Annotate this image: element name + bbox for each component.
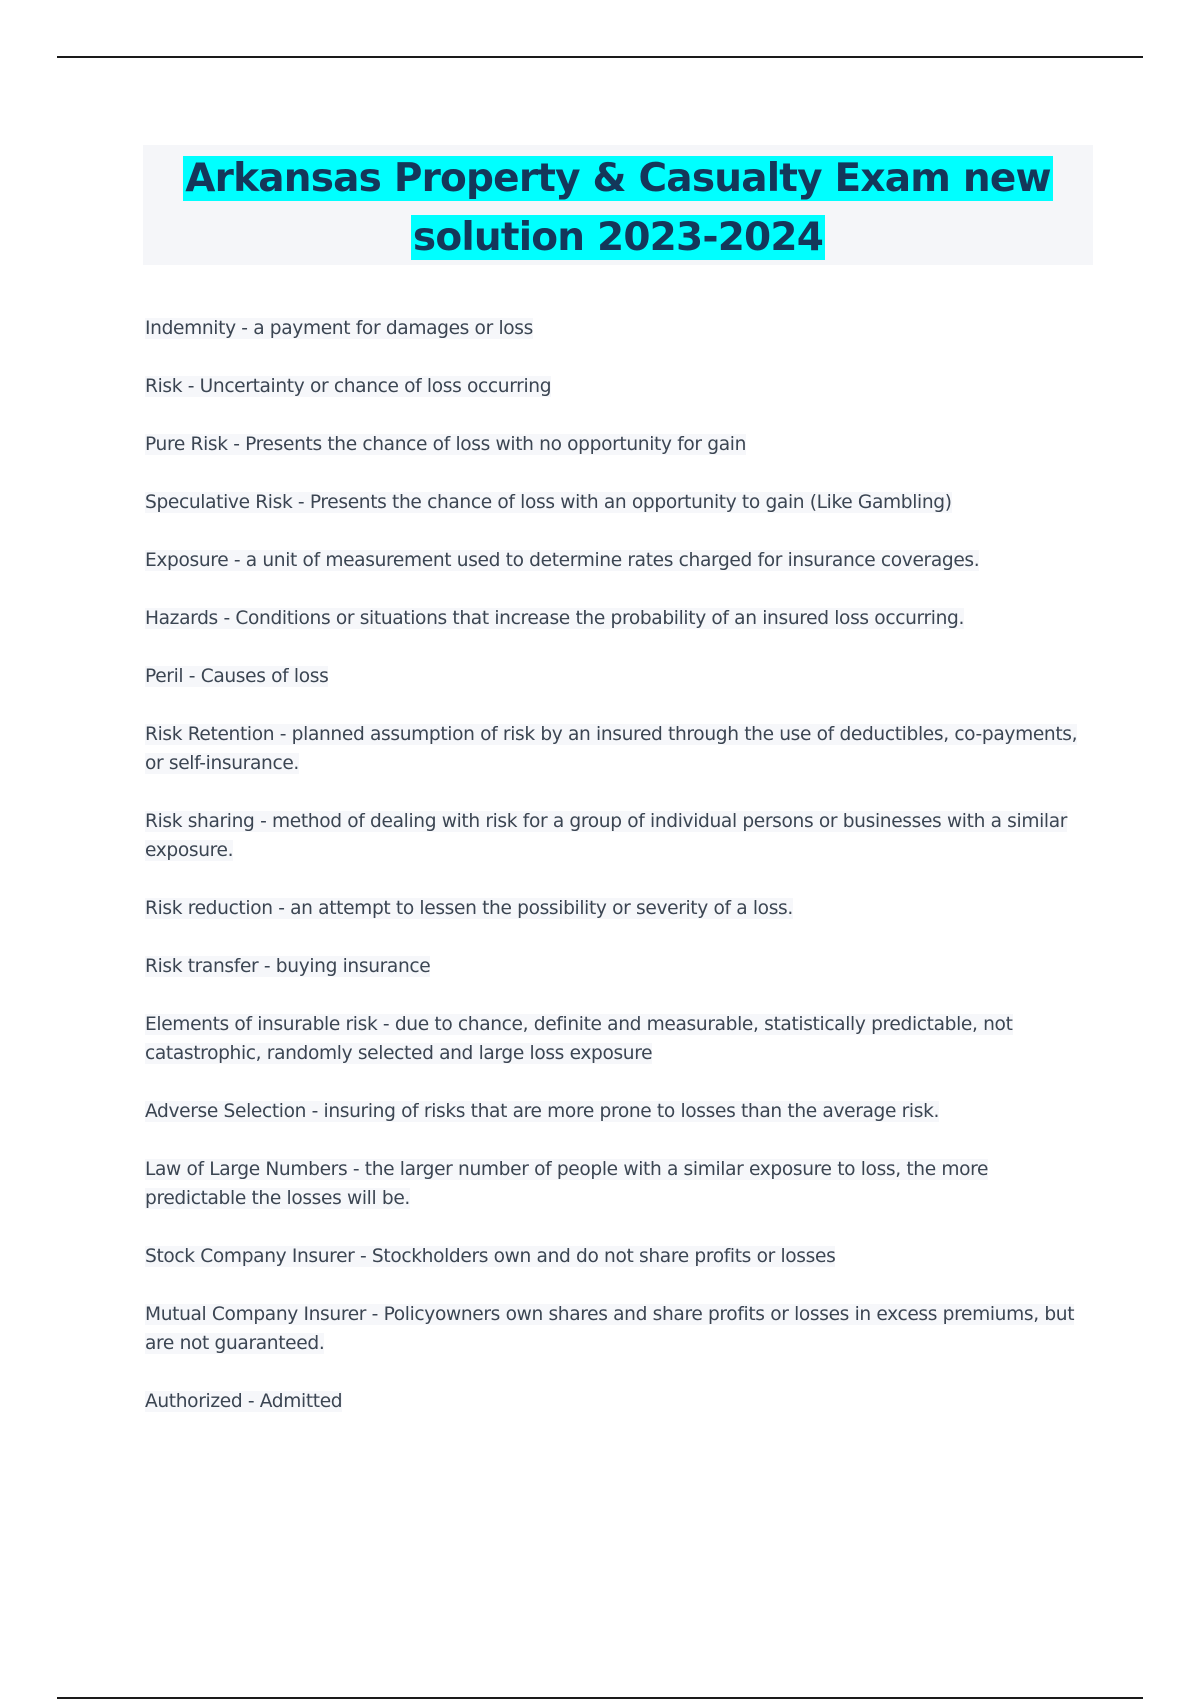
- definition-item: [145, 807, 1090, 865]
- definition-item: [145, 1097, 1090, 1126]
- definition-item: [145, 1010, 1090, 1068]
- definition-text: Risk - Uncertainty or chance of loss occurring: [145, 376, 552, 397]
- definition-item: [145, 1300, 1090, 1358]
- definition-item: [145, 314, 1090, 343]
- definition-text: Risk transfer - buying insurance: [145, 956, 431, 977]
- definition-text: Pure Risk - Presents the chance of loss with no opportunity for gain: [145, 434, 747, 455]
- definition-item: [145, 430, 1090, 459]
- definition-text: Peril - Causes of loss: [145, 666, 329, 687]
- title-line-2: solution 2023-2024: [412, 215, 824, 260]
- definition-item: [145, 488, 1090, 517]
- definition-item: [145, 372, 1090, 401]
- definition-item: [145, 546, 1090, 575]
- title-line-1: Arkansas Property & Casualty Exam new: [185, 156, 1051, 201]
- definition-text: Elements of insurable risk - due to chance, definite and measurable, statistically predictable, not catastrophic, randomly selected and large loss exposure: [145, 1014, 1013, 1064]
- definition-text: Authorized - Admitted: [145, 1391, 343, 1412]
- definitions-list: [145, 314, 1090, 1445]
- definition-item: [145, 952, 1090, 981]
- definition-text: Hazards - Conditions or situations that increase the probability of an insured loss occurring.: [145, 608, 965, 629]
- definition-text: Speculative Risk - Presents the chance of loss with an opportunity to gain (Like Gambling): [145, 492, 952, 513]
- definition-text: Risk Retention - planned assumption of risk by an insured through the use of deductibles, co-payments, or self-insurance.: [145, 724, 1078, 774]
- definition-item: [145, 894, 1090, 923]
- definition-text: Risk reduction - an attempt to lessen the possibility or severity of a loss.: [145, 898, 793, 919]
- top-rule: [57, 56, 1143, 58]
- document-title: [143, 145, 1093, 267]
- definition-item: [145, 1155, 1090, 1213]
- definition-text: Risk sharing - method of dealing with risk for a group of individual persons or businesses with a similar exposure.: [145, 811, 1068, 861]
- definition-text: Mutual Company Insurer - Policyowners own shares and share profits or losses in excess premiums, but are not guaranteed.: [145, 1304, 1075, 1354]
- bottom-rule: [57, 1697, 1143, 1699]
- definition-text: Exposure - a unit of measurement used to determine rates charged for insurance coverages.: [145, 550, 980, 571]
- definition-item: [145, 662, 1090, 691]
- definition-text: Stock Company Insurer - Stockholders own and do not share profits or losses: [145, 1246, 836, 1267]
- definition-item: [145, 720, 1090, 778]
- definition-text: Adverse Selection - insuring of risks that are more prone to losses than the average risk.: [145, 1101, 940, 1122]
- definition-item: [145, 604, 1090, 633]
- definition-item: [145, 1387, 1090, 1416]
- title-block: [143, 145, 1093, 265]
- definition-item: [145, 1242, 1090, 1271]
- definition-text: Law of Large Numbers - the larger number of people with a similar exposure to loss, the more predictable the losses will be.: [145, 1159, 989, 1209]
- definition-text: Indemnity - a payment for damages or loss: [145, 318, 533, 339]
